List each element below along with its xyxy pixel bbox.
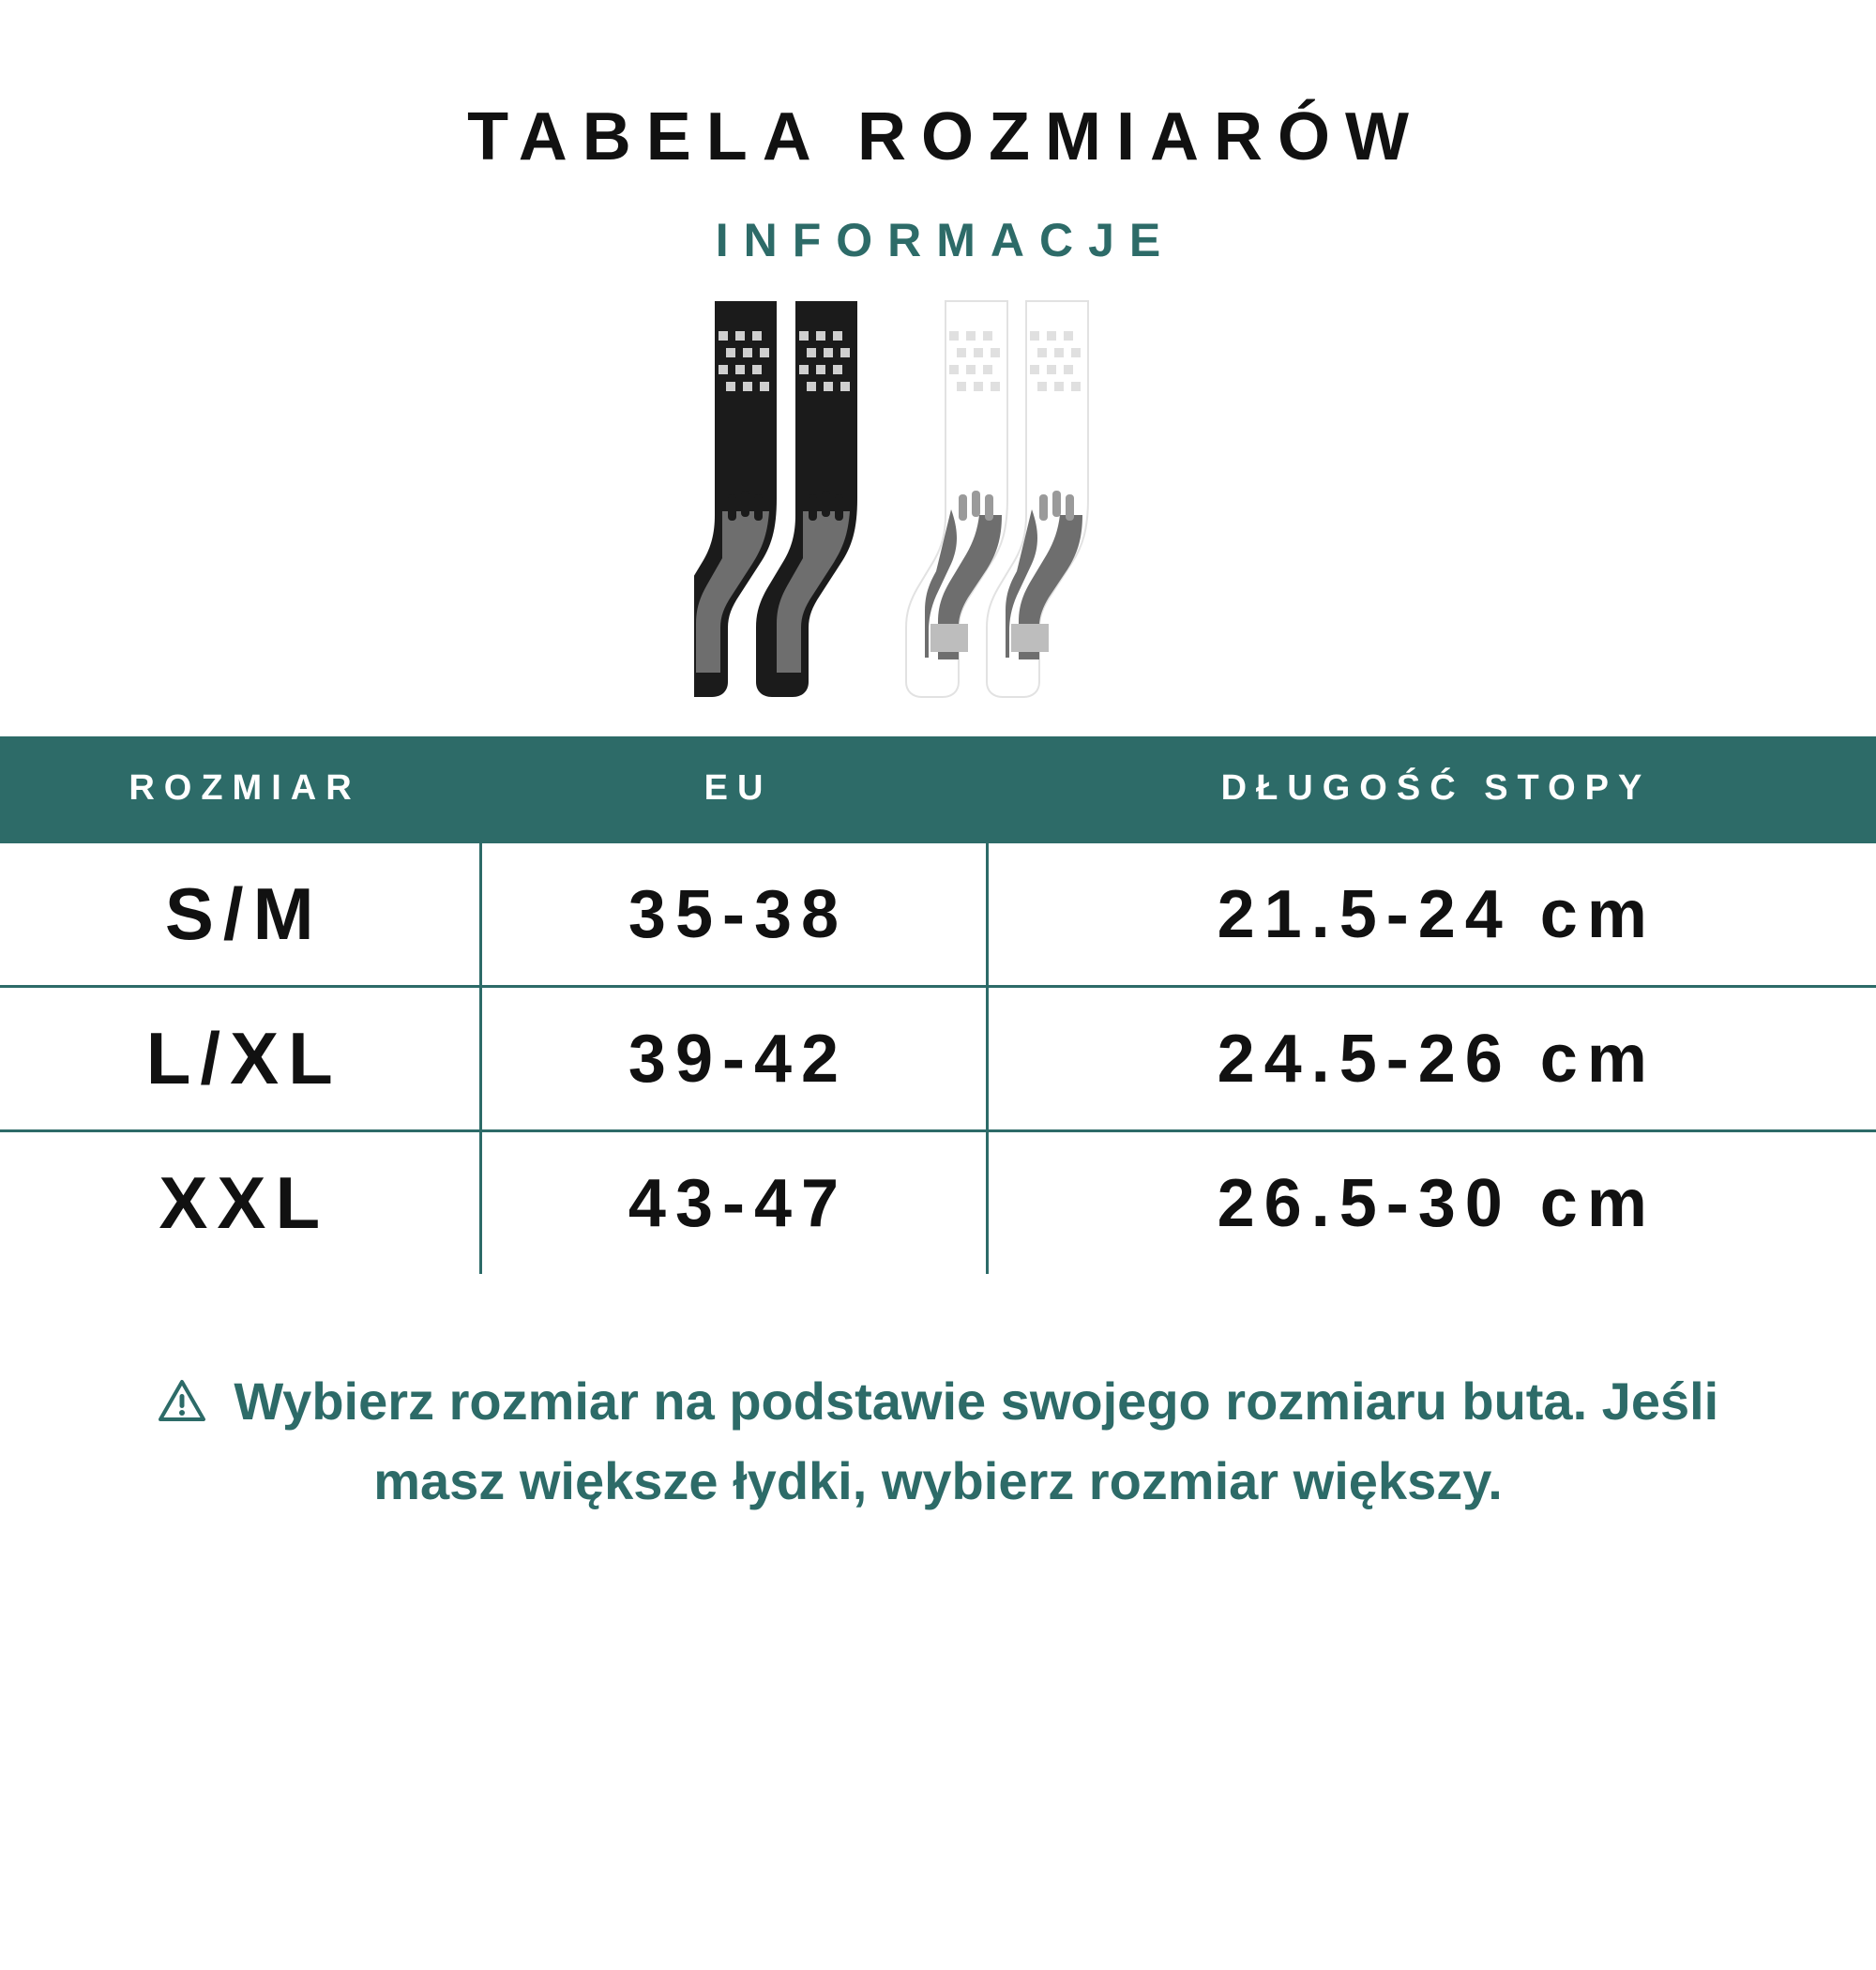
- compression-socks-illustration: [694, 294, 1182, 716]
- cell-eu: 43-47: [480, 1131, 987, 1275]
- cell-eu: 35-38: [480, 842, 987, 987]
- size-advice-note: [113, 1363, 1763, 1519]
- warning-triangle-icon: [158, 1367, 206, 1443]
- cell-foot-length: 26.5-30 cm: [987, 1131, 1876, 1275]
- table-row: [0, 842, 1876, 987]
- cell-foot-length: 21.5-24 cm: [987, 842, 1876, 987]
- cell-eu: 39-42: [480, 987, 987, 1131]
- table-body: [0, 842, 1876, 1275]
- cell-size: S/M: [0, 842, 480, 987]
- table-row: [0, 1131, 1876, 1275]
- size-advice-text: Wybierz rozmiar na podstawie swojego rozmiaru buta. Jeśli masz większe łydki, wybierz rozmiar większy.: [234, 1371, 1719, 1511]
- product-image: [694, 294, 1182, 716]
- page-subtitle: INFORMACJE: [715, 214, 1176, 266]
- table-header-row: [0, 736, 1876, 842]
- cell-size: XXL: [0, 1131, 480, 1275]
- cell-foot-length: 24.5-26 cm: [987, 987, 1876, 1131]
- size-table: [0, 736, 1876, 1274]
- column-header-eu: EU: [480, 736, 987, 842]
- column-header-size: ROZMIAR: [0, 736, 480, 842]
- table-row: [0, 987, 1876, 1131]
- table-header: [0, 736, 1876, 842]
- column-header-foot-length: DŁUGOŚĆ STOPY: [987, 736, 1876, 842]
- cell-size: L/XL: [0, 987, 480, 1131]
- page-title: TABELA ROZMIARÓW: [467, 99, 1424, 174]
